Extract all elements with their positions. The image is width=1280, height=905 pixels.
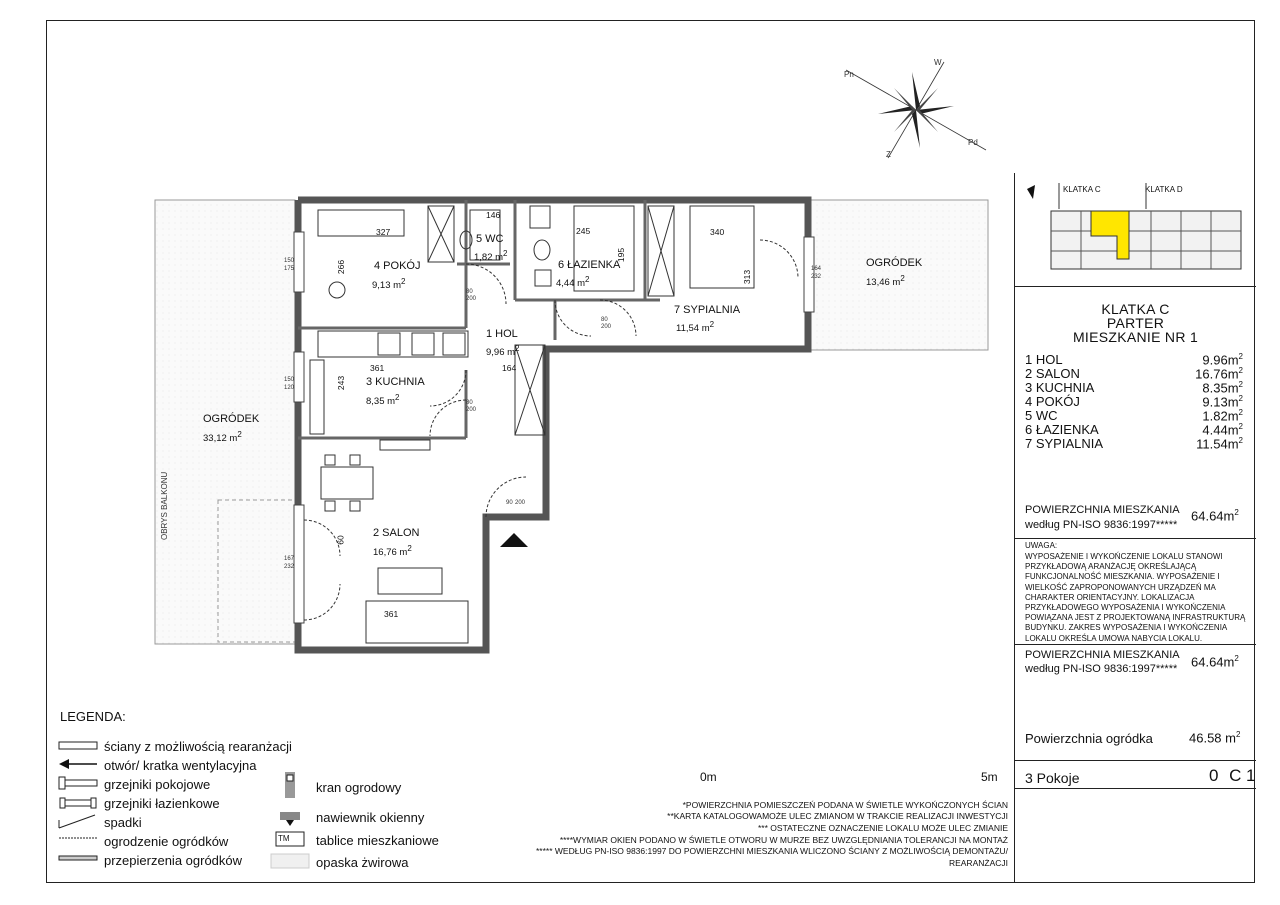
rooms-count: 3 Pokoje <box>1025 770 1080 786</box>
balcony-label: OBRYS BALKONU <box>160 471 169 540</box>
garden-left-label: OGRÓDEK <box>203 413 260 425</box>
unit-code: 0 C <box>1209 766 1245 785</box>
room-label-salon: 2 SALON <box>373 527 420 539</box>
total-label-2: według PN-ISO 9836:1997***** <box>1025 519 1178 531</box>
footnote-0: *POWIERZCHNIA POMIESZCZEŃ PODANA W ŚWIETLE WYKOŃCZONYCH ŚCIAN <box>682 800 1008 810</box>
legend-symbols-2 <box>268 772 313 882</box>
legend-symbols <box>55 735 105 870</box>
total-label-1: POWIERZCHNIA MIESZKANIA <box>1025 504 1180 516</box>
room-label-kuchnia: 3 KUCHNIA <box>366 376 425 388</box>
win-150b: 150 <box>284 377 295 383</box>
dim-146: 146 <box>486 210 501 220</box>
room-label-wc: 5 WC <box>476 233 504 245</box>
legend-item2-3: opaska żwirowa <box>316 855 409 870</box>
dim-164: 164 <box>502 363 517 373</box>
dim-327: 327 <box>376 227 391 237</box>
room-area-kuchnia: 8,35 $m^2$ <box>366 393 400 408</box>
win-175: 175 <box>284 266 295 272</box>
scale-end: 5m <box>981 770 998 784</box>
door-swings <box>304 240 798 620</box>
room-label-hol: 1 HOL <box>486 328 518 340</box>
total2-label-1: POWIERZCHNIA MIESZKANIA <box>1025 649 1180 661</box>
win-232a: 232 <box>284 564 295 570</box>
win-150a: 150 <box>284 258 295 264</box>
dim-243: 243 <box>336 375 347 391</box>
compass-n: Pn <box>844 70 854 79</box>
door-200-c: 200 <box>466 407 477 413</box>
room-area-pokoj: 9,13 $m^2$ <box>372 277 406 292</box>
garden-left-area: 33,12 $m^2$ <box>203 430 242 445</box>
room-row: 1 HOL $9.96m^2$ <box>1025 352 1243 368</box>
door-200-b: 200 <box>601 324 612 330</box>
win-232b: 232 <box>811 274 822 280</box>
garden-right-area: 13,46 $m^2$ <box>866 274 905 289</box>
legend-item2-1: nawiewnik okienny <box>316 810 425 825</box>
dim-340: 340 <box>710 227 725 237</box>
door-80-b: 80 <box>601 317 608 323</box>
room-area-salon: 16,76 $m^2$ <box>373 544 412 559</box>
footnote-3: ****WYMIAR OKIEN PODANO W ŚWIETLE OTWORU W MURZE BEZ UWZGLĘDNIANIA TOLERANCJI NA MONTAŻ <box>559 835 1008 845</box>
dim-361a: 361 <box>370 363 385 373</box>
legend-item2-2: tablice mieszkaniowe <box>316 833 439 848</box>
note-title: UWAGA: <box>1025 541 1058 550</box>
door-90: 90 <box>506 500 513 506</box>
panel-title-2: PARTER <box>1106 315 1165 331</box>
keyplan-label-c: KLATKA C <box>1063 185 1101 194</box>
compass-s: Pd <box>968 138 978 147</box>
key-plan <box>1021 181 1249 276</box>
legend-item-0: ściany z możliwością rearanżacji <box>104 739 292 754</box>
legend-item-5: ogrodzenie ogródków <box>104 834 229 849</box>
room-row: 4 POKÓJ $9.13m^2$ <box>1025 394 1243 410</box>
room-area-wc: 1,82 $m^2$ <box>474 249 508 264</box>
door-80-c: 80 <box>466 400 473 406</box>
room-area-lazienka: 4,44 $m^2$ <box>556 275 590 290</box>
scale-start: 0m <box>700 770 717 784</box>
dim-313: 313 <box>742 269 753 285</box>
keyplan-label-d: KLATKA D <box>1145 185 1183 194</box>
garden-right-label: OGRÓDEK <box>866 257 923 269</box>
legend-tm: TM <box>278 834 290 843</box>
compass-e: W <box>934 58 942 67</box>
dim-245: 245 <box>576 226 591 236</box>
compass-w: Z <box>886 150 891 159</box>
note-body: WYPOSAŻENIE I WYKOŃCZENIE LOKALU STANOWI PRZYKŁADOWĄ ARANŻACJĘ OKREŚLAJĄCĄ FUNKCJONALNOŚĆ MIESZKANIA. WYPOSAŻENIE I WIELKOŚĆ ZAPROPONOWANYCH URZĄDZEŃ MA CHARAKTER ORIENTACYJNY. LOKALIZACJA PRZYKŁADOWEGO WYPOSAŻENIA I WYKOŃCZENIA POWIĄZANA JEST Z PROJEKTOWANĄ INFRASTRUKTURĄ BUDYNKU. ZAKRES WYPOSAŻENIA I WYKOŃCZENIA LOKALU OKREŚLA UMOWA NABYCIA LOKALU. <box>1025 552 1246 643</box>
room-area-sypialnia: 11,54 $m^2$ <box>676 320 715 335</box>
dim-195: 195 <box>616 247 627 263</box>
total2-label-2: według PN-ISO 9836:1997***** <box>1025 663 1178 675</box>
compass-icon <box>846 62 986 158</box>
room-row: 6 ŁAZIENKA $4.44m^2$ <box>1025 422 1243 438</box>
room-label-sypialnia: 7 SYPIALNIA <box>674 304 741 316</box>
legend-item-1: otwór/ kratka wentylacyjna <box>104 758 257 773</box>
unit-code-num: 1 <box>1246 766 1256 785</box>
legend-title: LEGENDA: <box>60 709 126 724</box>
footnote-2: *** OSTATECZNE OZNACZENIE LOKALU MOŻE ULEC ZMIANIE <box>758 823 1008 833</box>
room-row: 7 SYPIALNIA $11.54m^2$ <box>1025 436 1243 452</box>
legend-item-2: grzejniki pokojowe <box>104 777 211 792</box>
garden-area-value: 46.58 $m^2$ <box>1189 730 1241 746</box>
room-label-pokoj: 4 POKÓJ <box>374 260 421 272</box>
door-200-a: 200 <box>466 296 477 302</box>
legend-item-4: spadki <box>104 815 142 830</box>
door-200-d: 200 <box>515 500 526 506</box>
panel-title-3: MIESZKANIE NR 1 <box>1072 329 1199 345</box>
win-164: 164 <box>811 266 822 272</box>
info-panel <box>1014 173 1255 883</box>
garden-area-label: Powierzchnia ogródka <box>1025 731 1153 746</box>
legend-item-6: przepierzenia ogródków <box>104 853 243 868</box>
room-label-lazienka: 6 ŁAZIENKA <box>558 259 621 271</box>
total2-value: $64.64m^2$ <box>1191 654 1239 670</box>
footnote-5: REARANŻACJI <box>948 858 1008 868</box>
room-area-hol: 9,96 $m^2$ <box>486 344 520 359</box>
legend-item2-0: kran ogrodowy <box>316 780 402 795</box>
legend-item-3: grzejniki łazienkowe <box>104 796 220 811</box>
dim-266: 266 <box>336 259 347 275</box>
entrance-marker <box>500 533 528 547</box>
door-80-a: 80 <box>466 289 473 295</box>
win-120: 120 <box>284 385 295 391</box>
dim-60: 60 <box>335 535 346 545</box>
footnote-4: ***** WEDŁUG PN-ISO 9836:1997 DO POWIERZCHNI MIESZKANIA WLICZONO ŚCIANY Z MOŻLIWOŚCIĄ DEMONTAŻU/ <box>536 846 1008 856</box>
room-row: 2 SALON $16.76m^2$ <box>1025 366 1243 382</box>
room-row: 3 KUCHNIA $8.35m^2$ <box>1025 380 1243 396</box>
panel-title-1: KLATKA C <box>1101 301 1170 317</box>
win-167: 167 <box>284 556 295 562</box>
total-value: $64.64m^2$ <box>1191 508 1239 524</box>
room-row: 5 WC $1.82m^2$ <box>1025 408 1243 424</box>
dim-361b: 361 <box>384 609 399 619</box>
footnote-1: **KARTA KATALOGOWAMOŻE ULEC ZMIANOM W TRAKCIE REALIZACJI INWESTYCJI <box>667 811 1008 821</box>
